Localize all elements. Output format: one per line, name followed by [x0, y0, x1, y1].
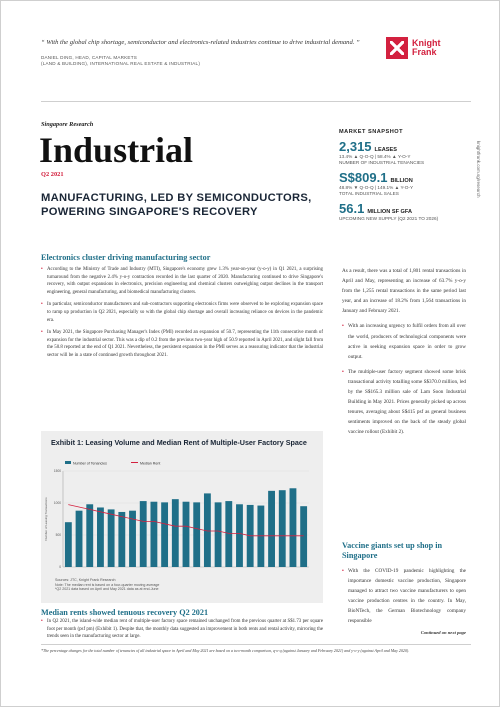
bar-tenancies — [183, 502, 190, 567]
bar-tenancies — [150, 502, 157, 567]
footer-divider — [41, 644, 471, 645]
stat-unit: LEASES — [374, 147, 397, 153]
right-column — [342, 266, 466, 443]
quote-author — [41, 55, 371, 67]
stat-desc: TOTAL INDUSTRIAL SALES — [339, 191, 399, 196]
bar-tenancies — [65, 522, 72, 567]
author-line-2: (LAND & BUILDING), INTERNATIONAL REAL ESTATE & INDUSTRIAL) — [41, 60, 201, 66]
stat-unit: BILLION — [390, 178, 413, 184]
chart-title: Exhibit 1: Leasing Volume and Median Rent of Multiple-User Factory Space — [51, 438, 307, 447]
left-column — [41, 266, 323, 365]
bar-tenancies — [108, 509, 115, 567]
section-heading-electronics: Electronics cluster driving manufacturing sector — [41, 253, 211, 262]
bar-tenancies — [225, 501, 232, 567]
bar-tenancies — [268, 491, 275, 567]
bar-tenancies — [257, 506, 264, 567]
market-snapshot — [339, 129, 464, 222]
y-tick-label: 500 — [55, 533, 61, 538]
continued-note: Continued on next page — [420, 630, 466, 635]
chart-plot — [41, 459, 323, 577]
stat-value: 2,315 — [339, 139, 372, 154]
stat-desc: NUMBER OF INDUSTRIAL TENANCIES — [339, 160, 425, 165]
vaccine-paragraph: • With the COVID-19 pandemic highlighting the importance domestic vaccine production, Singapore managed to attract two vaccine manufacturers to open vaccine production centres in the country. In May, BioNTech, the German Biotechnology company responsible — [342, 568, 466, 625]
bar-tenancies — [86, 504, 93, 567]
paragraph: • With an increasing urgency to fulfil orders from all over the world, producers of technological components were active in seeking expansion space in order to grow output. — [342, 323, 466, 360]
logo-text — [412, 39, 441, 57]
section-heading-vaccine: Vaccine giants set up shop in Singapore — [342, 541, 443, 560]
logo-line-2: Frank — [412, 47, 437, 57]
bar-tenancies — [76, 511, 83, 567]
knight-frank-logo[interactable] — [386, 35, 468, 61]
bar-tenancies — [290, 488, 297, 567]
footnote: *The percentage changes for the total number of tenancies of all industrial space in April and May 2021 are based on a two-month comparison, q-o-q (against January and February 2021) and y-o-y (against April and May 2020). — [41, 648, 410, 653]
paragraph: • In particular, semiconductor manufacturers and sub-contractors supporting electronics firms were observed to be exploring expansion space to ramp up production in Q2 2021, especially so with the global chip shortage and overall increasing reliance on devices in the pandemic era. — [41, 302, 323, 323]
stat-desc: UPCOMING NEW SUPPLY (Q2 2021 TO 2026) — [339, 216, 439, 221]
bar-tenancies — [140, 501, 147, 567]
bar-tenancies — [193, 502, 200, 567]
chart-note: Sources: JTC, Knight Frank Research Note: The median rent is based on a four-quarter moving average *Q2 2021 data based on April and May 2021 data as at end-June — [55, 578, 160, 592]
bar-tenancies — [172, 499, 179, 567]
quote-text: “ With the global chip shortage, semiconductor and electronics-related industries continue to drive industrial demand. ” — [41, 39, 360, 46]
stat-value: 56.1 — [339, 201, 365, 216]
paragraph: As a result, there was a total of 1,801 rental transactions in April and May, representing an increase of 63.7% y-o-y from the 1,255 rental transactions in the same period last year, and an increase of 18.2% from 1,564 transactions in January and February 2021. — [342, 268, 466, 315]
bar-tenancies — [236, 504, 243, 567]
bar-tenancies — [279, 490, 286, 567]
stat-unit: MILLION SF GFA — [367, 209, 413, 215]
report-title: Industrial — [39, 130, 194, 170]
paragraph: • According to the Ministry of Trade and Industry (MTI), Singapore's economy grew 1.3% year-on-year (y-o-y) in Q1 2021, a surprising turnaround from the negative 2.4% y-o-y contraction recorded in the last quarter of 2020. Manufacturing continued to drive Singapore's recovery, with output expansions in electronics, precision engineering and chemical clusters outweighing output declines in the transport engineering, general manufacturing, and biomedical manufacturing clusters. — [41, 267, 323, 295]
legend-label-tenancies: Number of Tenancies — [73, 461, 107, 466]
author-line-1: DANIEL DING, HEAD, CAPITAL MARKETS — [41, 54, 137, 60]
research-url-link[interactable]: knightfrank.com.sg/research — [476, 141, 481, 198]
bar-tenancies — [215, 502, 222, 567]
stat-change: 48.8% ▼ Q-O-Q | 149.1% ▲ Y-O-Y — [339, 185, 414, 190]
legend-swatch-tenancies — [65, 461, 71, 464]
median-paragraph: • In Q2 2021, the island-wide median rent of multiple-user factory space remained unchanged from the previous quarter at S$1.73 per square foot per month (psf pm) (Exhibit 1). Despite that, the monthly data suggested an improvement in both rents and rental activity, mirroring the trends seen in the manufacturing sector at large. — [41, 619, 323, 640]
bar-tenancies — [118, 512, 125, 567]
y-axis-label: Number of Leasing Transactions — [44, 497, 48, 541]
stat-sales — [339, 171, 464, 197]
bar-tenancies — [161, 502, 168, 567]
exhibit-1-chart — [41, 431, 323, 603]
stat-supply — [339, 202, 464, 222]
paragraph: • The multiple-user factory segment showed some brisk transactional activity totalling some S$370.0 million, led by the S$165.3 million sale of Lam Soon Industrial Building in May 2021. Prices generally picked up across tenures, averaging about S$415 psf as general business sentiments improved on the back of the steady global vaccine rollout (Exhibit 2). — [342, 368, 466, 436]
bar-tenancies — [300, 506, 307, 567]
stat-leases — [339, 140, 464, 166]
header-divider — [41, 101, 471, 102]
section-heading-median-rents: Median rents showed tenuous recovery Q2 2021 — [41, 608, 209, 617]
y-tick-label: 0 — [59, 565, 61, 570]
snapshot-title: MARKET SNAPSHOT — [339, 129, 404, 135]
report-quarter: Q2 2021 — [41, 171, 64, 178]
logo-mark-icon — [386, 37, 408, 59]
stat-change: 13.4% ▲ Q-O-Q | 58.4% ▲ Y-O-Y — [339, 154, 411, 159]
report-kicker: Singapore Research — [41, 121, 94, 128]
legend-label-rent: Median Rent — [140, 461, 161, 466]
report-headline: MANUFACTURING, LED BY SEMICONDUCTORS, POWERING SINGAPORE'S RECOVERY — [41, 192, 312, 218]
stat-value: S$809.1 — [339, 170, 388, 185]
y-tick-label: 1500 — [53, 469, 61, 474]
header-quote — [41, 39, 371, 67]
bar-tenancies — [97, 507, 104, 567]
y-tick-label: 1000 — [53, 501, 61, 506]
paragraph: • In May 2021, the Singapore Purchasing Manager's Index (PMI) recorded an expansion of 50.7, representing the 11th consecutive month of expansion for the industrial sector. This was a dip of 0.2 from the previous two-year high of 50.9 reported in April 2021, and slight fall from the 50.8 reported at the end of Q1 2021. Nevertheless, the persistent expansion in the PMI serves as a reassuring indicator that the industrial sector will be in a state of continued growth throughout 2021. — [41, 330, 323, 358]
logo-line-1: Knight — [412, 38, 441, 48]
